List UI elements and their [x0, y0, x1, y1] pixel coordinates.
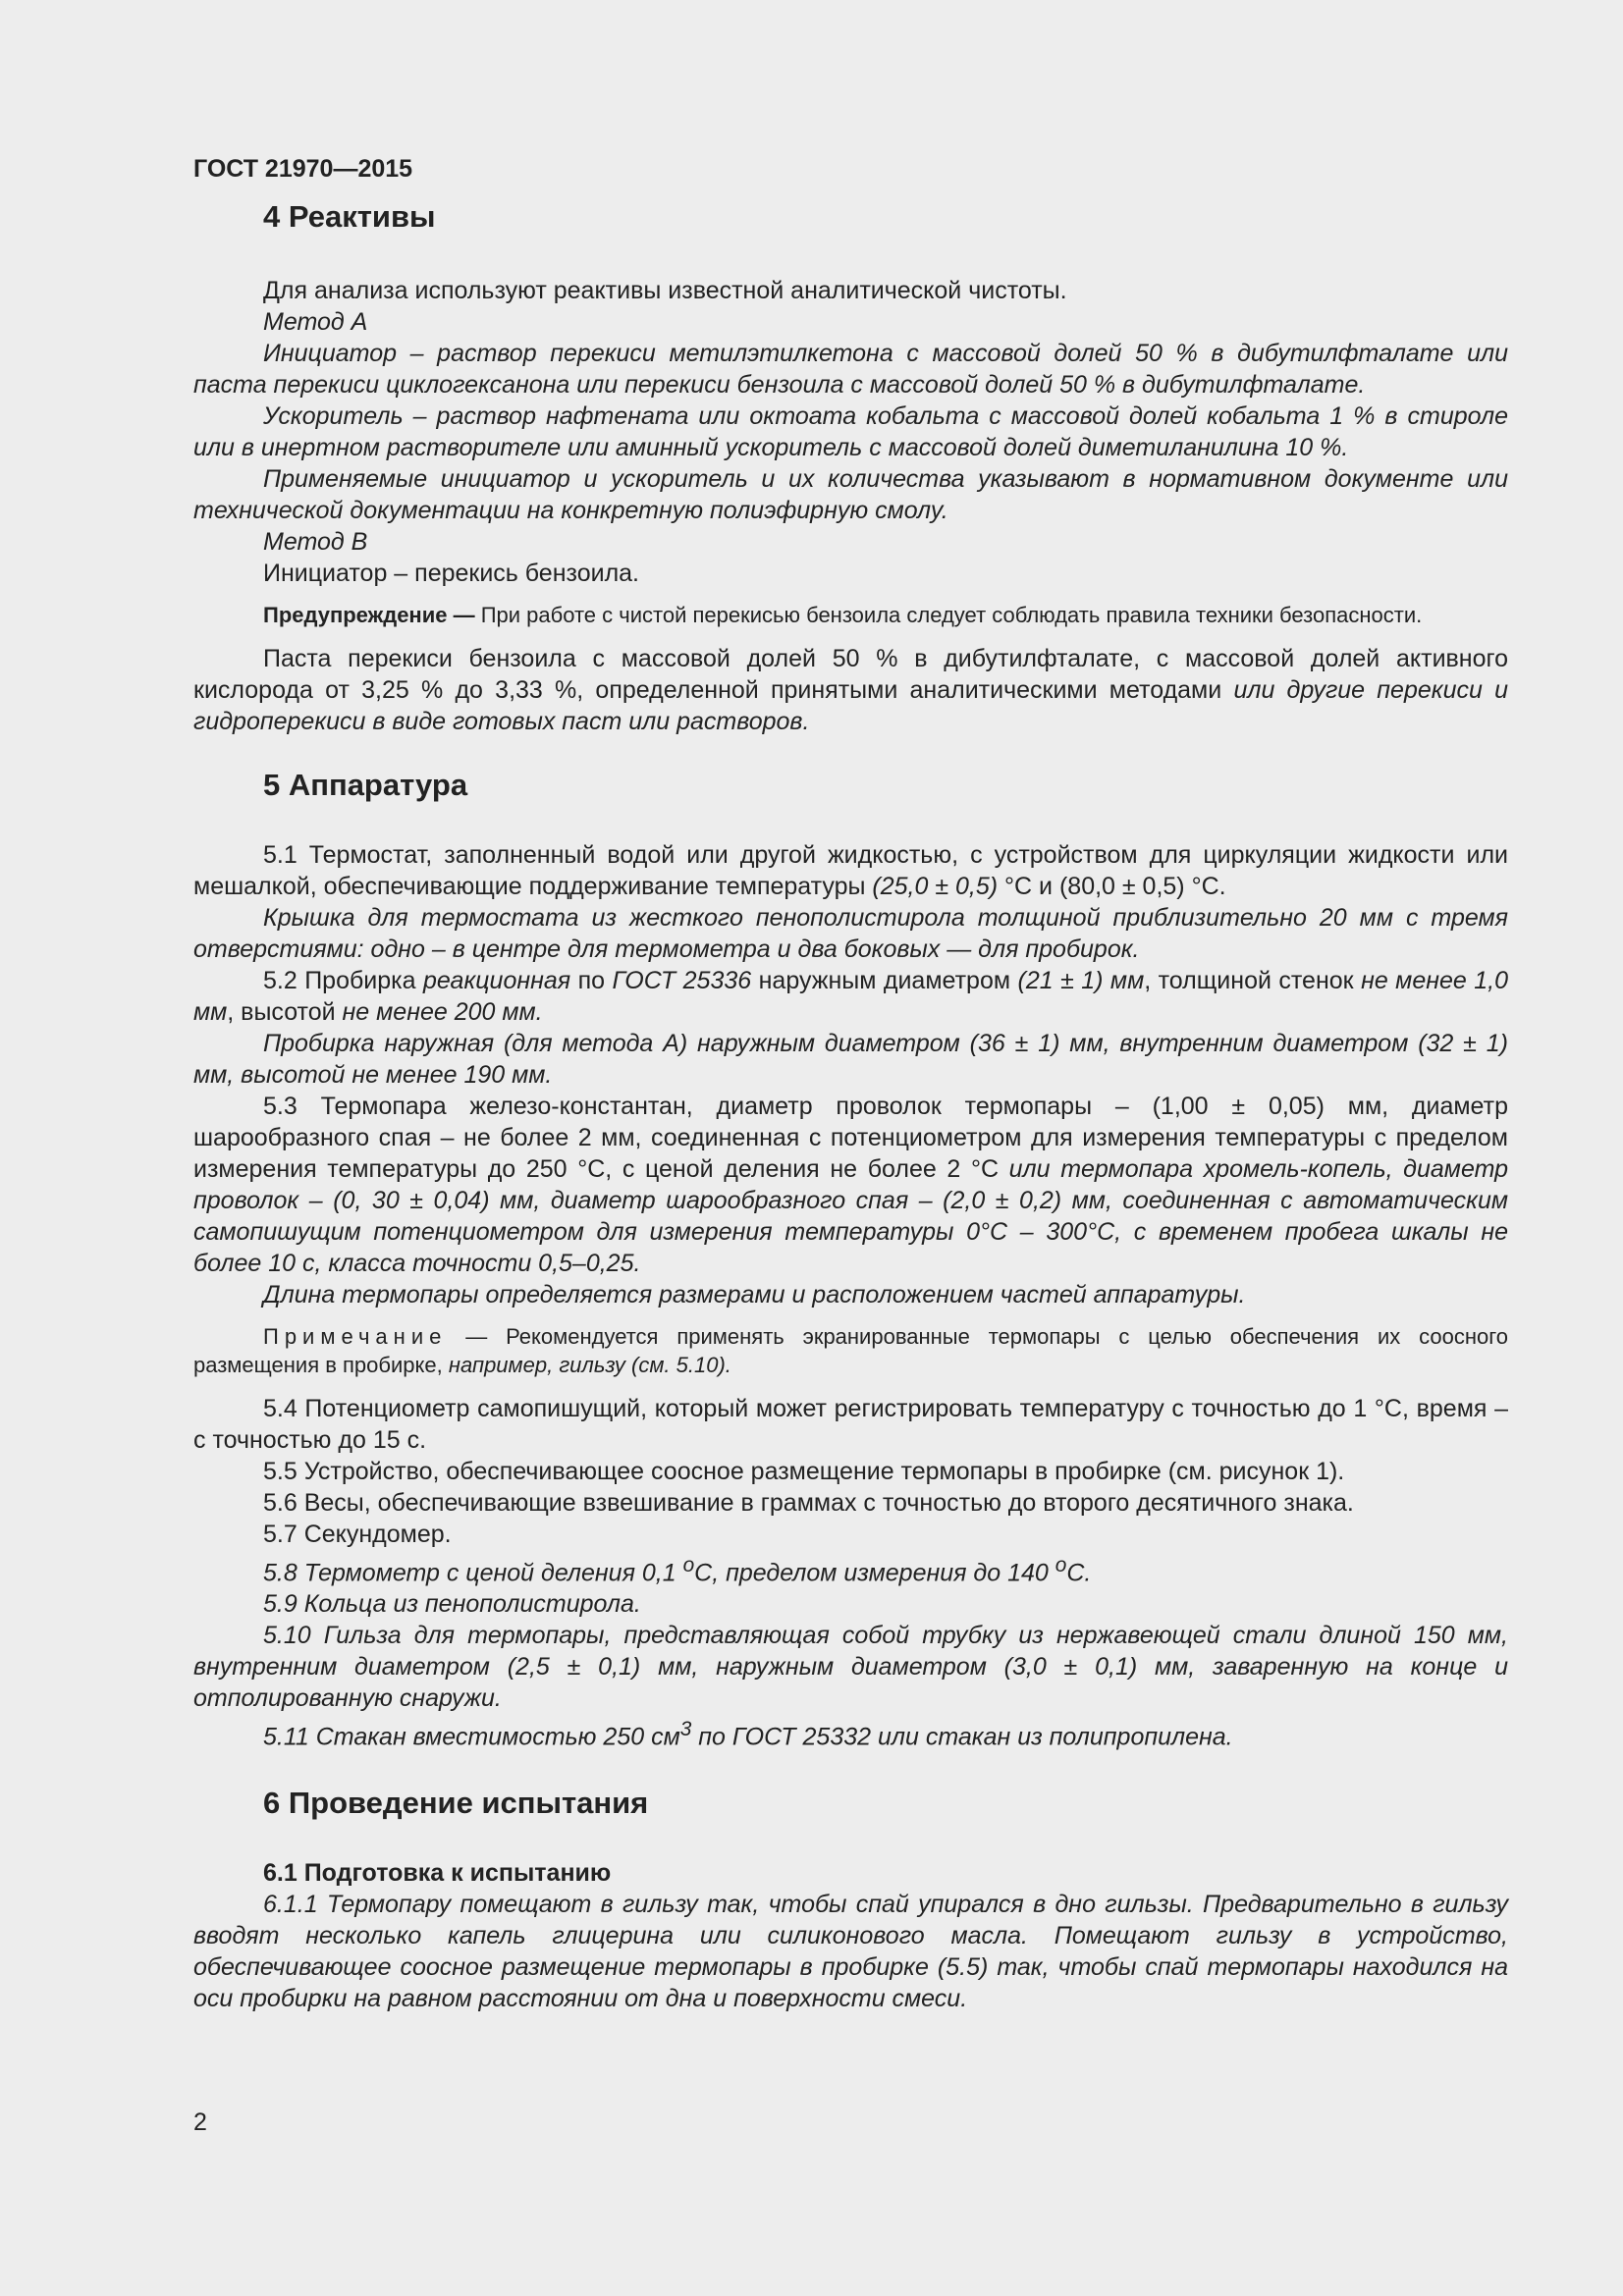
p51-text-end: °С и (80,0 ± 0,5) °С. [998, 873, 1226, 900]
section-6-1-title: 6.1 Подготовка к испытанию [263, 1858, 612, 1887]
s4-intro: Для анализа используют реактивы известной аналитической чистоты. [263, 277, 1067, 304]
s4-applied: Применяемые инициатор и ускоритель и их количества указывают в нормативном документе или технической документации на конкретную полиэфирную смолу. [193, 465, 1508, 524]
section-6-title: 6 Проведение испытания [263, 1785, 649, 1820]
s5-10: 5.10 Гильза для термопары, представляющая собой трубку из нержавеющей стали длиной 150 мм, внутренним диаметром (2,5 ± 0,1) мм, наружным диаметром (3,0 ± 0,1) мм, заваренную на конце и отполированную снаружи. [193, 1622, 1508, 1713]
note-text: — Рекомендуется применять экранированные термопары с целью обеспечения их соосного размещения в пробирке, [193, 1324, 1508, 1377]
p51-text: 5.1 Термостат, заполненный водой или другой жидкостью, с устройством для циркуляции жидкости или мешалкой, обеспечивающие поддерживание температуры [193, 841, 1508, 900]
s5-4: 5.4 Потенциометр самопишущий, который может регистрировать температуру с точностью до 1 °С, время – с точностью до 15 с. [193, 1395, 1508, 1454]
s4-initiator: Инициатор – раствор перекиси метилэтилкетона с массовой долей 50 % в дибутилфталате или паста перекиси циклогексанона или перекиси бензоила с массовой долей 50 % в дибутилфталате. [193, 340, 1508, 399]
p511-part: 5.11 Стакан вместимостью 250 см [263, 1723, 680, 1751]
warning-label: Предупреждение — [263, 603, 475, 627]
s4-accelerator: Ускоритель – раствор нафтената или октоата кобальта с массовой долей кобальта 1 % в стироле или в инертном растворителе или аминный ускоритель с массовой долей диметиланилина 10 %. [193, 402, 1508, 461]
section-4-title: 4 Реактивы [263, 199, 436, 234]
p53-italic: или термопара хромель-копель, диаметр проволок – (0, 30 ± 0,04) мм, диаметр шарообразного спая – (2,0 ± 0,2) мм, соединенная с автоматическим самопишущим потенциометром для измерения температуры 0°С – 300°С, с временем пробега шкалы не более 10 с, класса точности 0,5–0,25. [193, 1155, 1509, 1277]
page-content [193, 196, 1508, 2014]
warning-text: При работе с чистой перекисью бензоила следует соблюдать правила техники безопасности. [474, 603, 1423, 627]
p51-range: (25,0 ± 0,5) [872, 873, 999, 900]
s5-5: 5.5 Устройство, обеспечивающее соосное размещение термопары в пробирке (см. рисунок 1). [263, 1458, 1345, 1485]
paste-text: Паста перекиси бензоила с массовой долей 50 % в дибутилфталате, с массовой долей активного кислорода от 3,25 % до 3,33 %, определенной принятыми аналитическими методами [193, 645, 1508, 704]
s5-3 [193, 1091, 1508, 1279]
p52-part: наружным диаметром [751, 967, 1018, 994]
s5-6: 5.6 Весы, обеспечивающие взвешивание в граммах с точностью до второго десятичного знака. [263, 1489, 1354, 1517]
degree-sup: о [1055, 1554, 1067, 1576]
s5-outer-tube: Пробирка наружная (для метода А) наружным диаметром (36 ± 1) мм, внутренним диаметром (32 ± 1) мм, высотой не менее 190 мм. [193, 1030, 1508, 1089]
s5-2 [193, 965, 1508, 1028]
s4-method-b: Метод В [263, 528, 368, 556]
p52-part: ГОСТ 25336 [612, 967, 752, 994]
page-number: 2 [193, 2109, 207, 2136]
s5-length: Длина термопары определяется размерами и расположением частей аппаратуры. [263, 1281, 1246, 1308]
s4-paste [193, 643, 1508, 737]
note-text-italic: например, гильзу (см. 5.10). [448, 1353, 731, 1377]
p58-part: С, пределом измерения до 140 [694, 1559, 1055, 1587]
s4-method-a: Метод А [263, 308, 368, 336]
p52-part: по [570, 967, 613, 994]
s6-1-1: 6.1.1 Термопару помещают в гильзу так, чтобы спай упирался в дно гильзы. Предварительно в гильзу вводят несколько капель глицерина или силиконового масла. Помещают гильзу в устройство, обеспечивающее соосное размещение термопары в пробирке (5.5) так, чтобы спай термопары находился на оси пробирки на равном расстоянии от дна и поверхности смеси. [193, 1890, 1508, 2012]
s5-8 [193, 1550, 1508, 1588]
p52-part: 5.2 Пробирка [263, 967, 424, 994]
s5-9: 5.9 Кольца из пенополистирола. [263, 1590, 641, 1619]
p52-part: не менее 200 мм. [342, 998, 543, 1026]
s4-warning [193, 601, 1508, 629]
cubic-sup: 3 [679, 1718, 692, 1741]
p58-part: С. [1066, 1559, 1092, 1587]
page-header: ГОСТ 21970—2015 [193, 155, 413, 183]
s4-initiator-b: Инициатор – перекись бензоила. [263, 560, 640, 587]
p511-part: по ГОСТ 25332 или стакан из полипропилена. [691, 1723, 1233, 1751]
s5-note [193, 1322, 1508, 1379]
p58-part: 5.8 Термометр с ценой деления 0,1 [263, 1559, 683, 1587]
s5-lid: Крышка для термостата из жесткого пенополистирола толщиной приблизительно 20 мм с тремя отверстиями: одно – в центре для термометра и два боковых — для пробирок. [193, 904, 1508, 963]
p52-part: , высотой [227, 998, 343, 1026]
s5-1 [193, 839, 1508, 902]
p52-part: , толщиной стенок [1144, 967, 1362, 994]
s5-7: 5.7 Секундомер. [263, 1521, 452, 1548]
section-5-title: 5 Аппаратура [263, 768, 468, 802]
p52-part: не менее 1,0 мм [193, 967, 1508, 1026]
p52-part: реакционная [423, 967, 571, 994]
s5-11 [193, 1714, 1508, 1752]
p52-part: (21 ± 1) мм [1017, 967, 1145, 994]
paste-text-italic: или другие перекиси и гидроперекиси в виде готовых паст или растворов. [193, 676, 1508, 735]
degree-sup: о [682, 1554, 695, 1576]
p53-text: 5.3 Термопара железо-константан, диаметр проволок термопары – (1,00 ± 0,05) мм, диаметр шарообразного спая – не более 2 мм, соединенная с потенциометром для измерения температуры с пределом измерения температуры до 250 °С, с ценой деления не более 2 °С [193, 1093, 1508, 1183]
note-label: Примечание [263, 1324, 448, 1349]
